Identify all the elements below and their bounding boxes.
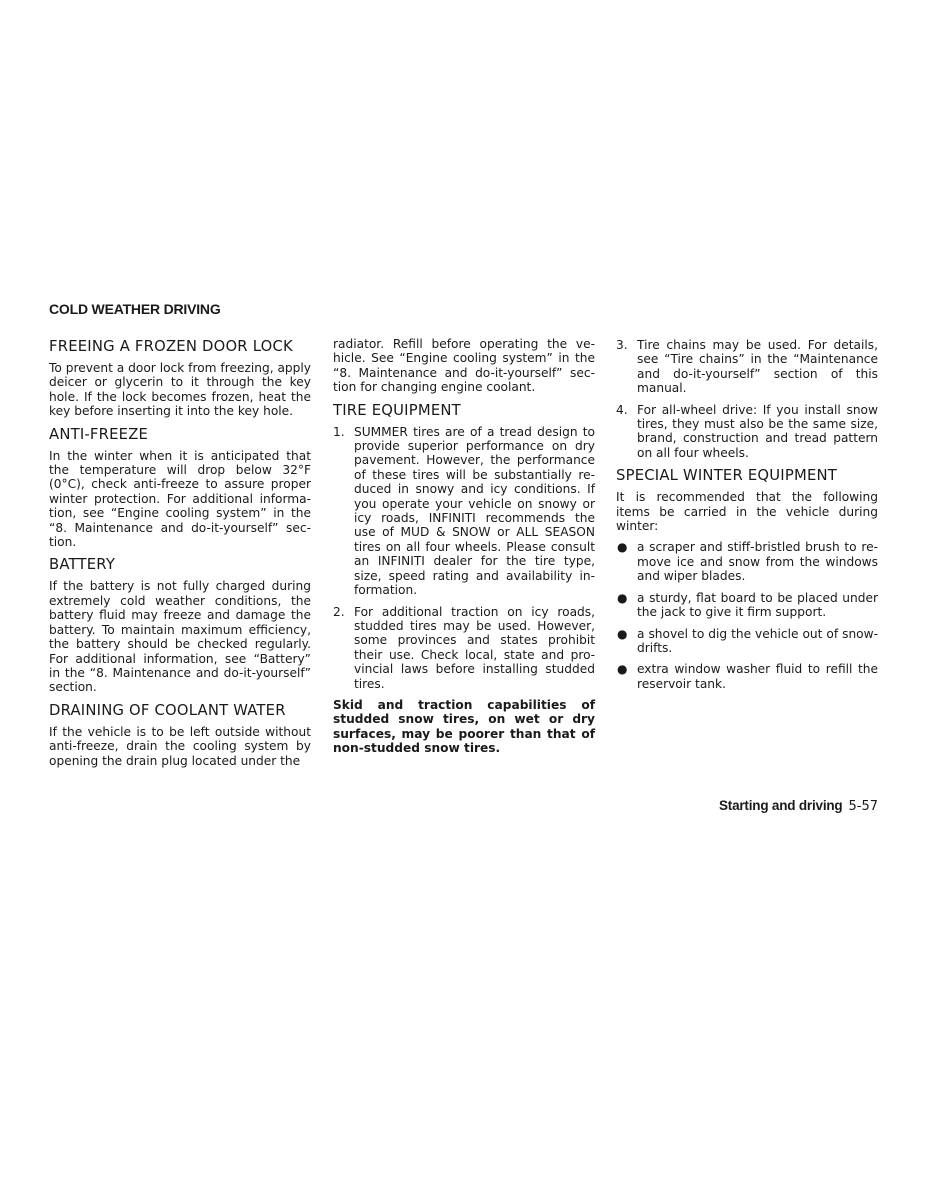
list-item-text: For all-wheel drive: If you install snow tires, they must also be the same size, brand, construction and tread pattern on all four wheels. [637,402,878,460]
list-item [616,591,878,620]
list-item-text: a shovel to dig the vehicle out of snow-drifts. [637,626,878,655]
bullet-icon: ● [617,662,628,677]
paragraph-battery: If the battery is not fully charged during extremely cold weather conditions, the battery fluid may freeze and damage the battery. To maintain maximum efficiency, the battery should be checked regularly. For additional information, see “Battery” in the “8. Maintenance and do-it-yourself” section. [49,579,311,695]
page-number: 5-57 [848,799,878,814]
page-footer [719,798,878,814]
list-item-text: extra window washer fluid to refill the reservoir tank. [637,662,878,691]
list-item [616,403,878,461]
list-item-text: Tire chains may be used. For details, see “Tire chains” in the “Maintenance and do-it-yourself” section of this manual. [637,338,878,396]
heading-anti-freeze: ANTI-FREEZE [49,425,149,443]
section-title: COLD WEATHER DRIVING [49,301,221,317]
heading-tire-equipment: TIRE EQUIPMENT [333,401,461,419]
list-item [616,662,878,691]
list-item-text: For additional traction on icy roads, studded tires may be used. However, some provinces and states prohibit their use. Check local, state and provincial laws before installing studded tires. [354,604,595,691]
paragraph-winter-equipment-intro: It is recommended that the following items be carried in the vehicle during winter: [616,490,878,534]
footer-chapter-title: Starting and driving [718,798,843,813]
paragraph-anti-freeze: In the winter when it is anticipated that the temperature will drop below 32°F (0°C), check anti-freeze to assure proper winter protection. For additional information, see “Engine cooling system” in the “8. Maintenance and do-it-yourself” section. [49,448,311,550]
heading-special-winter-equipment: SPECIAL WINTER EQUIPMENT [616,467,838,485]
list-item-number: 2. [333,604,345,619]
list-item [616,540,878,583]
paragraph-coolant-continued: radiator. Refill before operating the vehicle. See “Engine cooling system” in the “8. Maintenance and do-it-yourself” section for changing engine coolant. [333,337,595,395]
studded-tire-warning: Skid and traction capabilities of studded snow tires, on wet or dry surfaces, may be poorer than that of non-studded snow tires. [333,697,595,756]
heading-freeing-frozen-door-lock: FREEING A FROZEN DOOR LOCK [49,338,293,355]
list-item-text: a sturdy, flat board to be placed under the jack to give it firm support. [637,590,878,620]
list-item-number: 4. [616,402,628,417]
column-1 [49,338,311,775]
tire-list-continued [616,338,878,460]
paragraph-door-lock: To prevent a door lock from freezing, apply deicer or glycerin to it through the key hole. If the lock becomes frozen, heat the key before inserting it into the key hole. [49,361,311,419]
column-2 [333,338,595,763]
list-item [333,605,595,691]
bullet-icon: ● [617,590,628,605]
list-item-text: a scraper and stiff-bristled brush to remove ice and snow from the windows and wiper blades. [637,540,878,584]
bullet-icon: ● [617,540,628,555]
winter-equipment-list [616,540,878,691]
list-item-text: SUMMER tires are of a tread design to provide superior performance on dry pavement. However, the performance of these tires will be substantially reduced in snowy and icy conditions. If you operate your vehicle on snowy or icy roads, INFINITI recommends the use of MUD & SNOW or ALL SEASON tires on all four wheels. Please consult an INFINITI dealer for the tire type, size, speed rating and availability information. [354,424,595,598]
list-item-number: 3. [616,338,628,352]
paragraph-draining-coolant: If the vehicle is to be left outside without anti-freeze, drain the cooling system by opening the drain plug located under the [49,724,311,768]
bullet-icon: ● [617,626,628,641]
column-3 [616,338,878,698]
heading-draining-coolant: DRAINING OF COOLANT WATER [49,701,286,719]
heading-battery: BATTERY [49,556,116,574]
tire-list [333,425,595,691]
list-item [616,627,878,656]
list-item-number: 1. [333,424,345,439]
list-item [333,425,595,598]
list-item [616,338,878,396]
